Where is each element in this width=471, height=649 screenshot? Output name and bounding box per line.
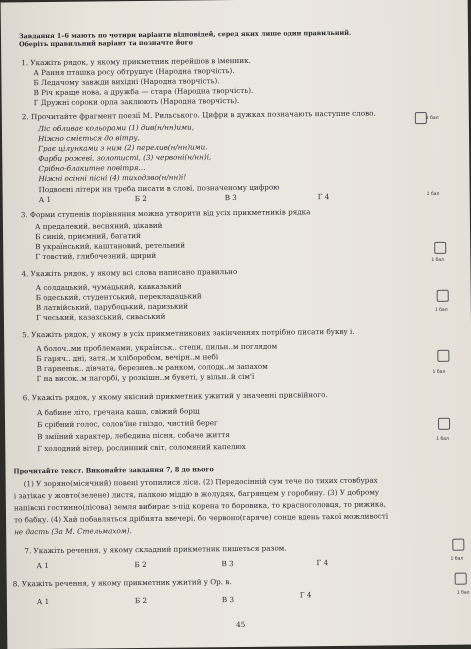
poem-line-2: Ніжно сміється до вітру, <box>38 133 140 144</box>
question-7-answer-c: В 3 <box>221 559 234 569</box>
passage-line-3: напівсні гостинно(лісова) земля вибирає з-під корена то боровика, то красноголовця, то рижика, <box>13 499 386 513</box>
instructions-line-1: Завдання 1–6 мають по чотири варіанти відповідей, серед яких лише один правильний. <box>18 28 352 41</box>
question-2-answer-b: Б 2 <box>134 193 147 204</box>
question-5-points: 1 бал <box>432 369 446 375</box>
question-5-option-d: Г на висок..м пагорбі, у розкішн..м букеті, у вільн..й сім'ї <box>36 371 255 384</box>
question-2-answer-d: Г 4 <box>317 192 330 202</box>
poem-line-5: Срібно-блакитне повітря… <box>38 162 146 174</box>
question-4-text: 4. Укажіть рядок, у якому всі слова написано правильно <box>21 267 238 279</box>
question-6-text: 6. Укажіть рядок, у якому якісний прикметник ужитий у значенні присвійного. <box>22 390 328 403</box>
question-3-option-b: Б синій, приємний, багатий <box>35 231 141 242</box>
question-3-option-a: А предалекий, весняний, цікавий <box>34 220 163 232</box>
question-1-text: 1. Укажіть рядок, у якому прикметник перейшов в іменник. <box>21 55 251 68</box>
question-8-text: 8. Укажіть речення, у якому прикметник ужитий у Ор. в. <box>12 577 232 589</box>
answer-box-q4[interactable] <box>437 290 449 302</box>
question-2-answer-a: А 1 <box>38 194 52 205</box>
question-2-answer-c: В 3 <box>224 193 237 203</box>
question-2-answer-points: 1 бал <box>426 191 440 198</box>
question-4-option-c: В латвійський, парубоцький, паризький <box>35 301 189 313</box>
question-7-answer-d: Г 4 <box>316 558 329 568</box>
question-5-option-c: В гарненьк.. дівчата, березнев..м ранком, солодк..м запахом <box>36 361 268 374</box>
question-6-points: 1 бал <box>436 436 449 442</box>
question-1-option-c: В Рiч краще нова, а дружба — стара (Народна творчість). <box>33 85 254 98</box>
question-4-option-b: Б одеський, студентський, перекладацький <box>35 291 202 303</box>
question-4-option-d: Г чеський, казахський, сиваський <box>35 311 166 323</box>
question-3-text: 3. Форми ступенів порівняння можна утворити від усіх прикметників рядка <box>20 207 311 220</box>
poem-line-1: Ліс обливає кольорами (1) див(н/нн)ими, <box>37 122 195 134</box>
passage-line-2: і затікає у жовто(зелене) листя, палкою міддю в жолудях, багрянцем у горобину. (3) У доброму <box>13 487 380 501</box>
question-2-prompt: Подвоєні літери нн треба писати в слові, позначеному цифрою <box>38 182 280 195</box>
question-7-answer-b: Б 2 <box>134 559 147 570</box>
question-3-points: 1 бал <box>431 257 445 263</box>
poem-line-6: Ніжні осінні пісні (4) тиходзво(н/нн)і! <box>38 172 187 184</box>
question-1-option-a: А Рання пташка росу обтрушує (Народна творчість). <box>33 66 235 78</box>
answer-box-q3[interactable] <box>434 242 446 254</box>
question-6-option-a: А бабине літо, гречана каша, свіжий борщ <box>36 406 200 418</box>
page-number: 45 <box>236 619 246 630</box>
question-6-option-d: Г холодний вітер, рослинний світ, соломяний капелюх <box>37 441 246 454</box>
answer-box-q8[interactable] <box>455 573 467 585</box>
passage-line-4: то бабку. (4) Хай побавляться дрібнята ввечері, бо червоно(гаряче) сонце вдень такої можливості <box>13 511 389 525</box>
question-4-points: 1 бал <box>434 307 448 313</box>
question-3-option-d: Г товстий, глибочезний, щирий <box>35 250 157 262</box>
passage-line-1: (1) У зоряно(місячний) повені утопилися ліси. (2) Передосінній сум тече по тихих стовбурах <box>23 475 378 489</box>
instructions-line-2: Оберіть правильний варіант та позначте його <box>19 38 193 49</box>
question-5-option-a: А болоч..ми проблемами, українськ.. степи, пильн..м поглядом <box>36 341 278 354</box>
question-8-answer-c: В 3 <box>221 595 235 605</box>
question-5-option-b: Б гаряч.. дні, затя..м хліборобом, вечірн..м небі <box>36 352 219 364</box>
exam-page <box>1 0 471 649</box>
question-7-points: 1 бал <box>450 556 464 562</box>
passage-line-5: не дасть (За М. Стельмахом). <box>14 526 132 537</box>
answer-box-q6[interactable] <box>438 418 450 430</box>
question-4-option-a: А солдацький, чумацький, кавказький <box>35 281 182 293</box>
question-1-option-d: Г Дружні сороки орла заклюють (Народна творчість). <box>33 95 240 108</box>
question-6-option-c: В зміїний характер, лебедина пісня, собаче життя <box>37 430 230 442</box>
poem-line-4: Фарби рожеві, золотисті, (3) червоні(н/нн)і, <box>38 152 212 164</box>
answer-box-q5[interactable] <box>437 350 449 362</box>
question-1-option-b: Б Ледачому завжди вихідні (Народна творчість). <box>33 76 220 88</box>
passage-intro: Прочитайте текст. Виконайте завдання 7, 8 до нього <box>13 465 214 476</box>
question-6-option-b: Б срібний голос, солов'їне гніздо, чистий берег <box>37 418 218 430</box>
question-8-answer-a: А 1 <box>36 596 50 607</box>
poem-line-3: Грає цілунками з ним (2) перелив(н/нн)ими. <box>38 142 208 154</box>
question-5-text: 5. Укажіть рядок, у якому в усіх прикметникових закінченнях потрібно писати букву і. <box>22 326 355 340</box>
question-7-text: 7. Укажіть речення, у якому складний прикметник пишеться разом. <box>24 543 287 556</box>
question-8-points: 1 бал <box>456 590 470 596</box>
question-3-option-c: В український, каштановий, ретельний <box>35 240 186 252</box>
question-2-points: 1 бал <box>425 115 439 122</box>
question-7-answer-a: А 1 <box>36 560 49 571</box>
question-8-answer-d: Г 4 <box>299 590 312 600</box>
answer-box-q7[interactable] <box>452 539 464 551</box>
question-2-text: 2. Прочитайте фрагмент поезії М. Рильського. Цифри в дужках позначають наступне слово. <box>21 108 376 122</box>
question-8-answer-b: Б 2 <box>134 595 148 606</box>
